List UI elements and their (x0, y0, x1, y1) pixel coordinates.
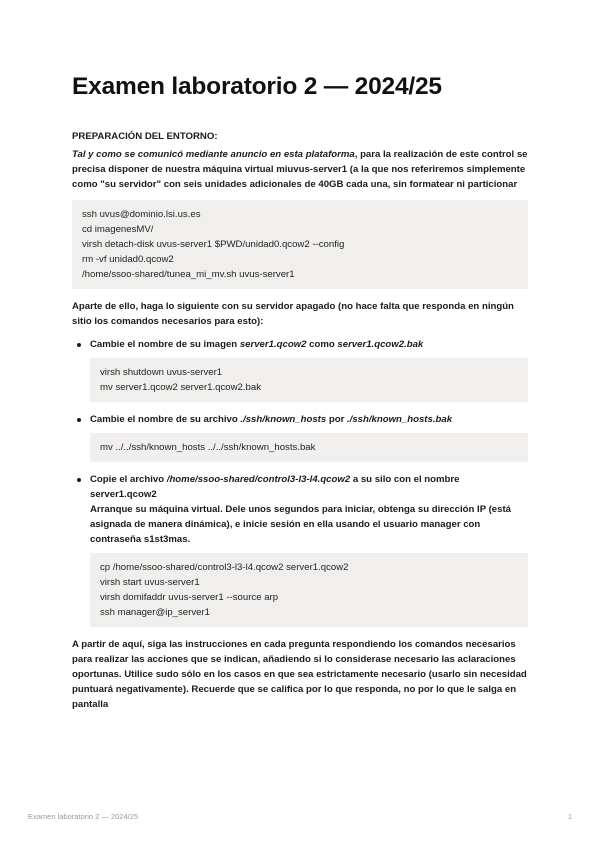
bullet-icon (77, 343, 81, 347)
code-block-known-hosts (90, 433, 528, 462)
bullet-icon (77, 418, 81, 422)
final-paragraph: A partir de aquí, siga las instrucciones en cada pregunta respondiendo los comandos necesarios para realizar las acciones que se indican, añadiendo si lo considerase necesario las aclaraciones oportunas. Utilice sudo sólo en los casos en que sea estrictamente necesario (usarlo sin necesidad puntuará negativamente). Recuerde que se califica por lo que responda, no por lo que le salga en pantalla (72, 639, 527, 710)
exam-page (72, 72, 528, 712)
code-line: /home/ssoo-shared/tunea_mi_mv.sh uvus-server1 (82, 269, 295, 280)
footer-title: Examen laboratorio 2 — 2024/25 (28, 812, 139, 821)
code-line: virsh start uvus-server1 (100, 577, 200, 588)
code-line: ssh uvus@dominio.lsi.us.es (82, 209, 201, 220)
instructions-paragraph: Aparte de ello, haga lo siguiente con su servidor apagado (no hace falta que responda en ningún sitio los comandos necesarios para esto): (72, 301, 514, 327)
list-item (72, 412, 528, 462)
code-block-setup (72, 200, 528, 289)
bullet-icon (77, 478, 81, 482)
intro-rest: , para la realización de este control se precisa disponer de nuestra máquina virtual miuvus-server1 (a la que nos referiremos simplemente como "su servidor" con seis unidades adicionales de 40GB cada una, sin formatear ni particionar (72, 149, 528, 190)
code-line: virsh domifaddr uvus-server1 --source arp (100, 592, 279, 603)
item-text: Copie el archivo /home/ssoo-shared/control3-l3-l4.qcow2 a su silo con el nombre server1.qcow2 (90, 474, 460, 500)
page-number: 1 (567, 812, 572, 821)
item-extra-text: Arranque su máquina virtual. Dele unos segundos para iniciar, obtenga su dirección IP (está asignada de manera dinámica), e inicie sesión en ella usando el usuario manager con contraseña s1st3mas. (90, 504, 511, 545)
page-title: Examen laboratorio 2 — 2024/25 (72, 73, 442, 100)
code-line: virsh detach-disk uvus-server1 $PWD/unidad0.qcow2 --config (82, 239, 345, 250)
code-line: virsh shutdown uvus-server1 (100, 367, 223, 378)
code-line: rm -vf unidad0.qcow2 (82, 254, 174, 265)
section-label: PREPARACIÓN DEL ENTORNO: (72, 131, 218, 142)
intro-italic: Tal y como se comunicó mediante anuncio en esta plataforma (72, 149, 355, 160)
code-line: cd imagenesMV/ (82, 224, 154, 235)
list-item (72, 472, 528, 627)
code-block-rename-image (90, 358, 528, 402)
code-line: cp /home/ssoo-shared/control3-l3-l4.qcow2 server1.qcow2 (100, 562, 349, 573)
list-item (72, 337, 528, 402)
code-block-start-vm (90, 553, 528, 627)
item-text: Cambie el nombre de su imagen server1.qcow2 como server1.qcow2.bak (90, 339, 424, 350)
task-list (72, 337, 528, 627)
page-footer (28, 812, 572, 821)
code-line: mv ../../ssh/known_hosts ../../ssh/known_hosts.bak (100, 442, 316, 453)
code-line: mv server1.qcow2 server1.qcow2.bak (100, 382, 262, 393)
code-line: ssh manager@ip_server1 (100, 607, 210, 618)
item-text: Cambie el nombre de su archivo ./ssh/known_hosts por ./ssh/known_hosts.bak (90, 414, 453, 425)
intro-paragraph (72, 147, 528, 192)
